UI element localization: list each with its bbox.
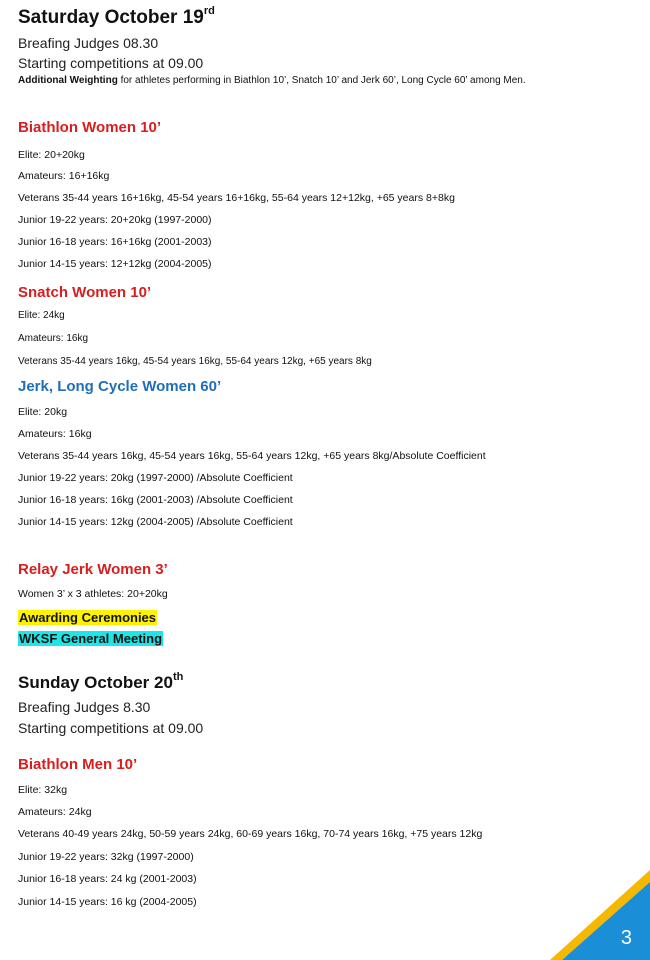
general-meeting-highlight: WKSF General Meeting: [19, 631, 163, 646]
weighting-note: [18, 75, 526, 86]
list-item: Junior 16-18 years: 24 kg (2001-2003): [18, 873, 197, 885]
jerk-women-heading: Jerk, Long Cycle Women 60’: [18, 378, 222, 395]
list-item: Junior 19-22 years: 20+20kg (1997-2000): [18, 214, 212, 226]
list-item: Junior 16-18 years: 16kg (2001-2003) /Absolute Coefficient: [18, 494, 293, 506]
list-item: Junior 14-15 years: 16 kg (2004-2005): [18, 896, 197, 908]
weighting-note-bold: Additional Weighting: [18, 75, 118, 86]
list-item: Veterans 40-49 years 24kg, 50-59 years 24kg, 60-69 years 16kg, 70-74 years 16kg, +75 years 12kg: [18, 828, 483, 840]
list-item: Amateurs: 24kg: [18, 806, 92, 818]
relay-women-heading: Relay Jerk Women 3’: [18, 561, 168, 578]
corner-decoration: [550, 870, 650, 960]
list-item: Junior 16-18 years: 16+16kg (2001-2003): [18, 236, 212, 248]
sunday-title-text: Sunday October 20: [18, 673, 173, 692]
saturday-briefing: Breafing Judges 08.30: [18, 35, 159, 51]
list-item: Elite: 32kg: [18, 784, 68, 796]
saturday-start: Starting competitions at 09.00: [18, 55, 204, 71]
awarding-ceremonies-highlight: Awarding Ceremonies: [19, 610, 157, 625]
list-item: Elite: 20+20kg: [18, 149, 85, 161]
list-item: Amateurs: 16kg: [18, 333, 89, 344]
list-item: Veterans 35-44 years 16kg, 45-54 years 16kg, 55-64 years 12kg, +65 years 8kg: [18, 356, 372, 367]
sunday-start: Starting competitions at 09.00: [18, 720, 204, 736]
page-number: 3: [620, 927, 632, 949]
sunday-title: [18, 673, 183, 693]
biathlon-men-heading: Biathlon Men 10’: [18, 756, 138, 773]
list-item: Amateurs: 16+16kg: [18, 170, 110, 182]
list-item: Junior 19-22 years: 32kg (1997-2000): [18, 851, 194, 863]
list-item: Amateurs: 16kg: [18, 428, 92, 440]
sunday-briefing: Breafing Judges 8.30: [18, 699, 151, 715]
weighting-note-text: for athletes performing in Biathlon 10’, Snatch 10’ and Jerk 60’, Long Cycle 60’ among Men.: [117, 75, 526, 86]
saturday-title-text: Saturday October 19: [18, 7, 204, 28]
list-item: Elite: 24kg: [18, 310, 65, 321]
saturday-title: [18, 7, 215, 29]
list-item: Junior 19-22 years: 20kg (1997-2000) /Absolute Coefficient: [18, 472, 293, 484]
list-item: Elite: 20kg: [18, 406, 68, 418]
list-item: Veterans 35-44 years 16kg, 45-54 years 16kg, 55-64 years 12kg, +65 years 8kg/Absolute Coefficient: [18, 450, 486, 462]
snatch-women-heading: Snatch Women 10’: [18, 284, 152, 301]
list-item: Veterans 35-44 years 16+16kg, 45-54 years 16+16kg, 55-64 years 12+12kg, +65 years 8+8kg: [18, 192, 455, 204]
biathlon-women-heading: Biathlon Women 10’: [18, 119, 162, 136]
list-item: Women 3’ x 3 athletes: 20+20kg: [18, 588, 168, 600]
sunday-title-sup: th: [172, 671, 184, 683]
saturday-title-sup: rd: [203, 5, 215, 17]
list-item: Junior 14-15 years: 12+12kg (2004-2005): [18, 258, 212, 270]
list-item: Junior 14-15 years: 12kg (2004-2005) /Absolute Coefficient: [18, 516, 293, 528]
